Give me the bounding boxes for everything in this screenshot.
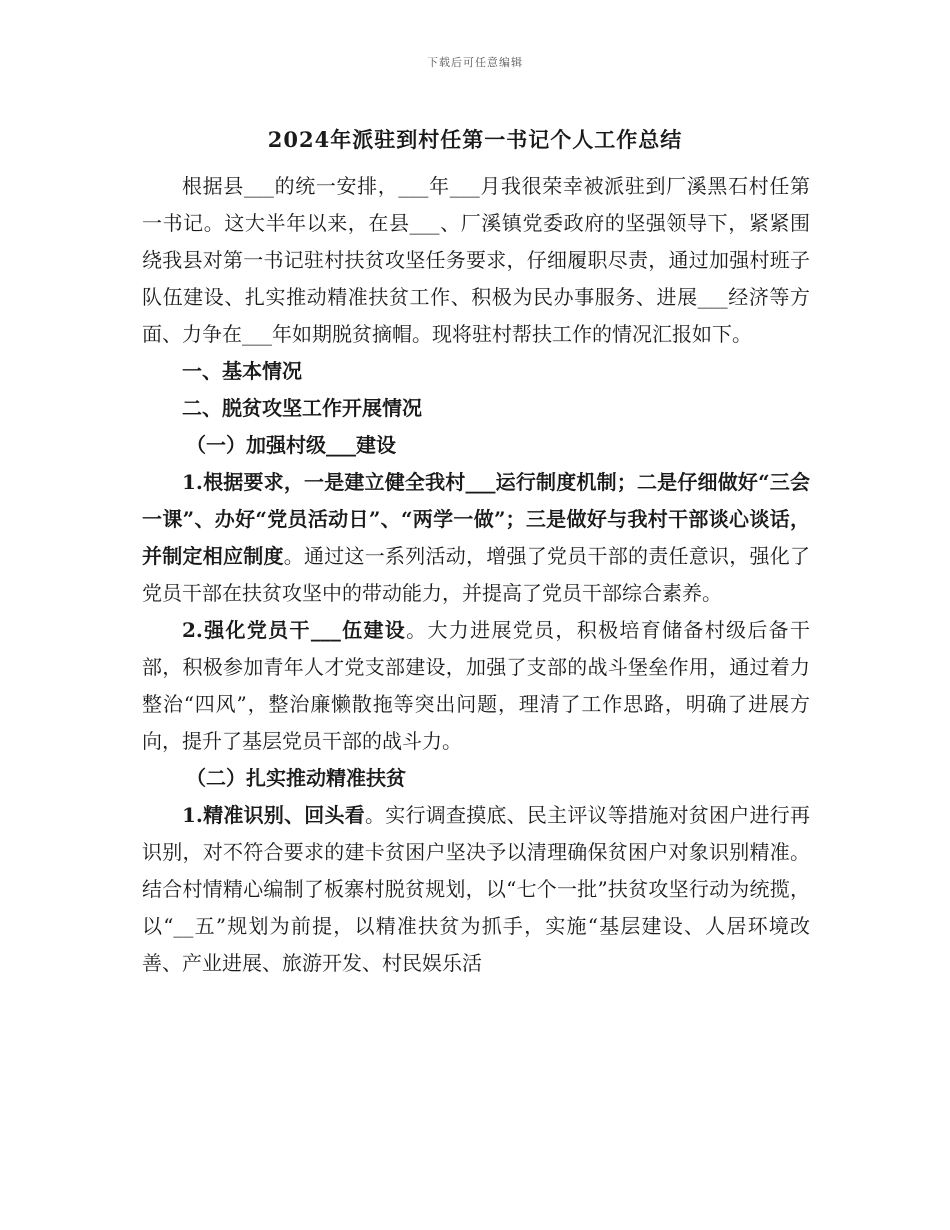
paragraph-item-2	[142, 612, 810, 760]
document-body	[142, 168, 810, 982]
item-1-bold: 1.根据要求，一是建立健全我村___运行制度机制；二是仔细做好“三会一课”、办好“党员活动日”、“两学一做”；三是做好与我村干部谈心谈话，并制定相应制度	[142, 470, 810, 568]
item-2-bold: 2.强化党员干___伍建设	[182, 618, 407, 642]
document-title: 2024年派驻到村任第一书记个人工作总结	[267, 127, 683, 152]
subsection-heading-2: （二）扎实推动精准扶贫	[186, 766, 406, 790]
item-2-text: 。大力进展党员，积极培育储备村级后备干部，积极参加青年人才党支部建设，加强了支部的战斗堡垒作用，通过着力整治“四风”，整治廉懒散拖等突出问题，理清了工作思路，明确了进展方向，提升了基层党员干部的战斗力。	[142, 618, 810, 753]
item-1-text: 。通过这一系列活动，增强了党员干部的责任意识，强化了党员干部在扶贫攻坚中的带动能力，并提高了党员干部综合素养。	[142, 544, 810, 605]
item-3-bold: 1.精准识别、回头看	[182, 803, 366, 827]
section-heading-basic: 一、基本情况	[182, 359, 302, 383]
paragraph-item-3	[142, 797, 810, 982]
paragraph-item-1	[142, 464, 810, 612]
header-note: 下载后可任意编辑	[427, 56, 523, 69]
section-heading-poverty: 二、脱贫攻坚工作开展情况	[182, 396, 422, 420]
intro-paragraph: 根据县___的统一安排，___年___月我很荣幸被派驻到厂溪黑石村任第一书记。这大半年以来，在县___、厂溪镇党委政府的坚强领导下，紧紧围绕我县对第一书记驻村扶贫攻坚任务要求，仔细履职尽责，通过加强村班子队伍建设、扎实推动精准扶贫工作、积极为民办事服务、进展___经济等方面、力争在___年如期脱贫摘帽。现将驻村帮扶工作的情况汇报如下。	[142, 174, 810, 346]
subsection-heading-1: （一）加强村级___建设	[186, 433, 396, 457]
item-3-text: 。实行调查摸底、民主评议等措施对贫困户进行再识别，对不符合要求的建卡贫困户坚决予以清理确保贫困户对象识别精准。结合村情精心编制了板寨村脱贫规划，以“七个一批”扶贫攻坚行动为统揽，以“__五”规划为前提，以精准扶贫为抓手，实施“基层建设、人居环境改善、产业进展、旅游开发、村民娱乐活	[142, 803, 810, 975]
